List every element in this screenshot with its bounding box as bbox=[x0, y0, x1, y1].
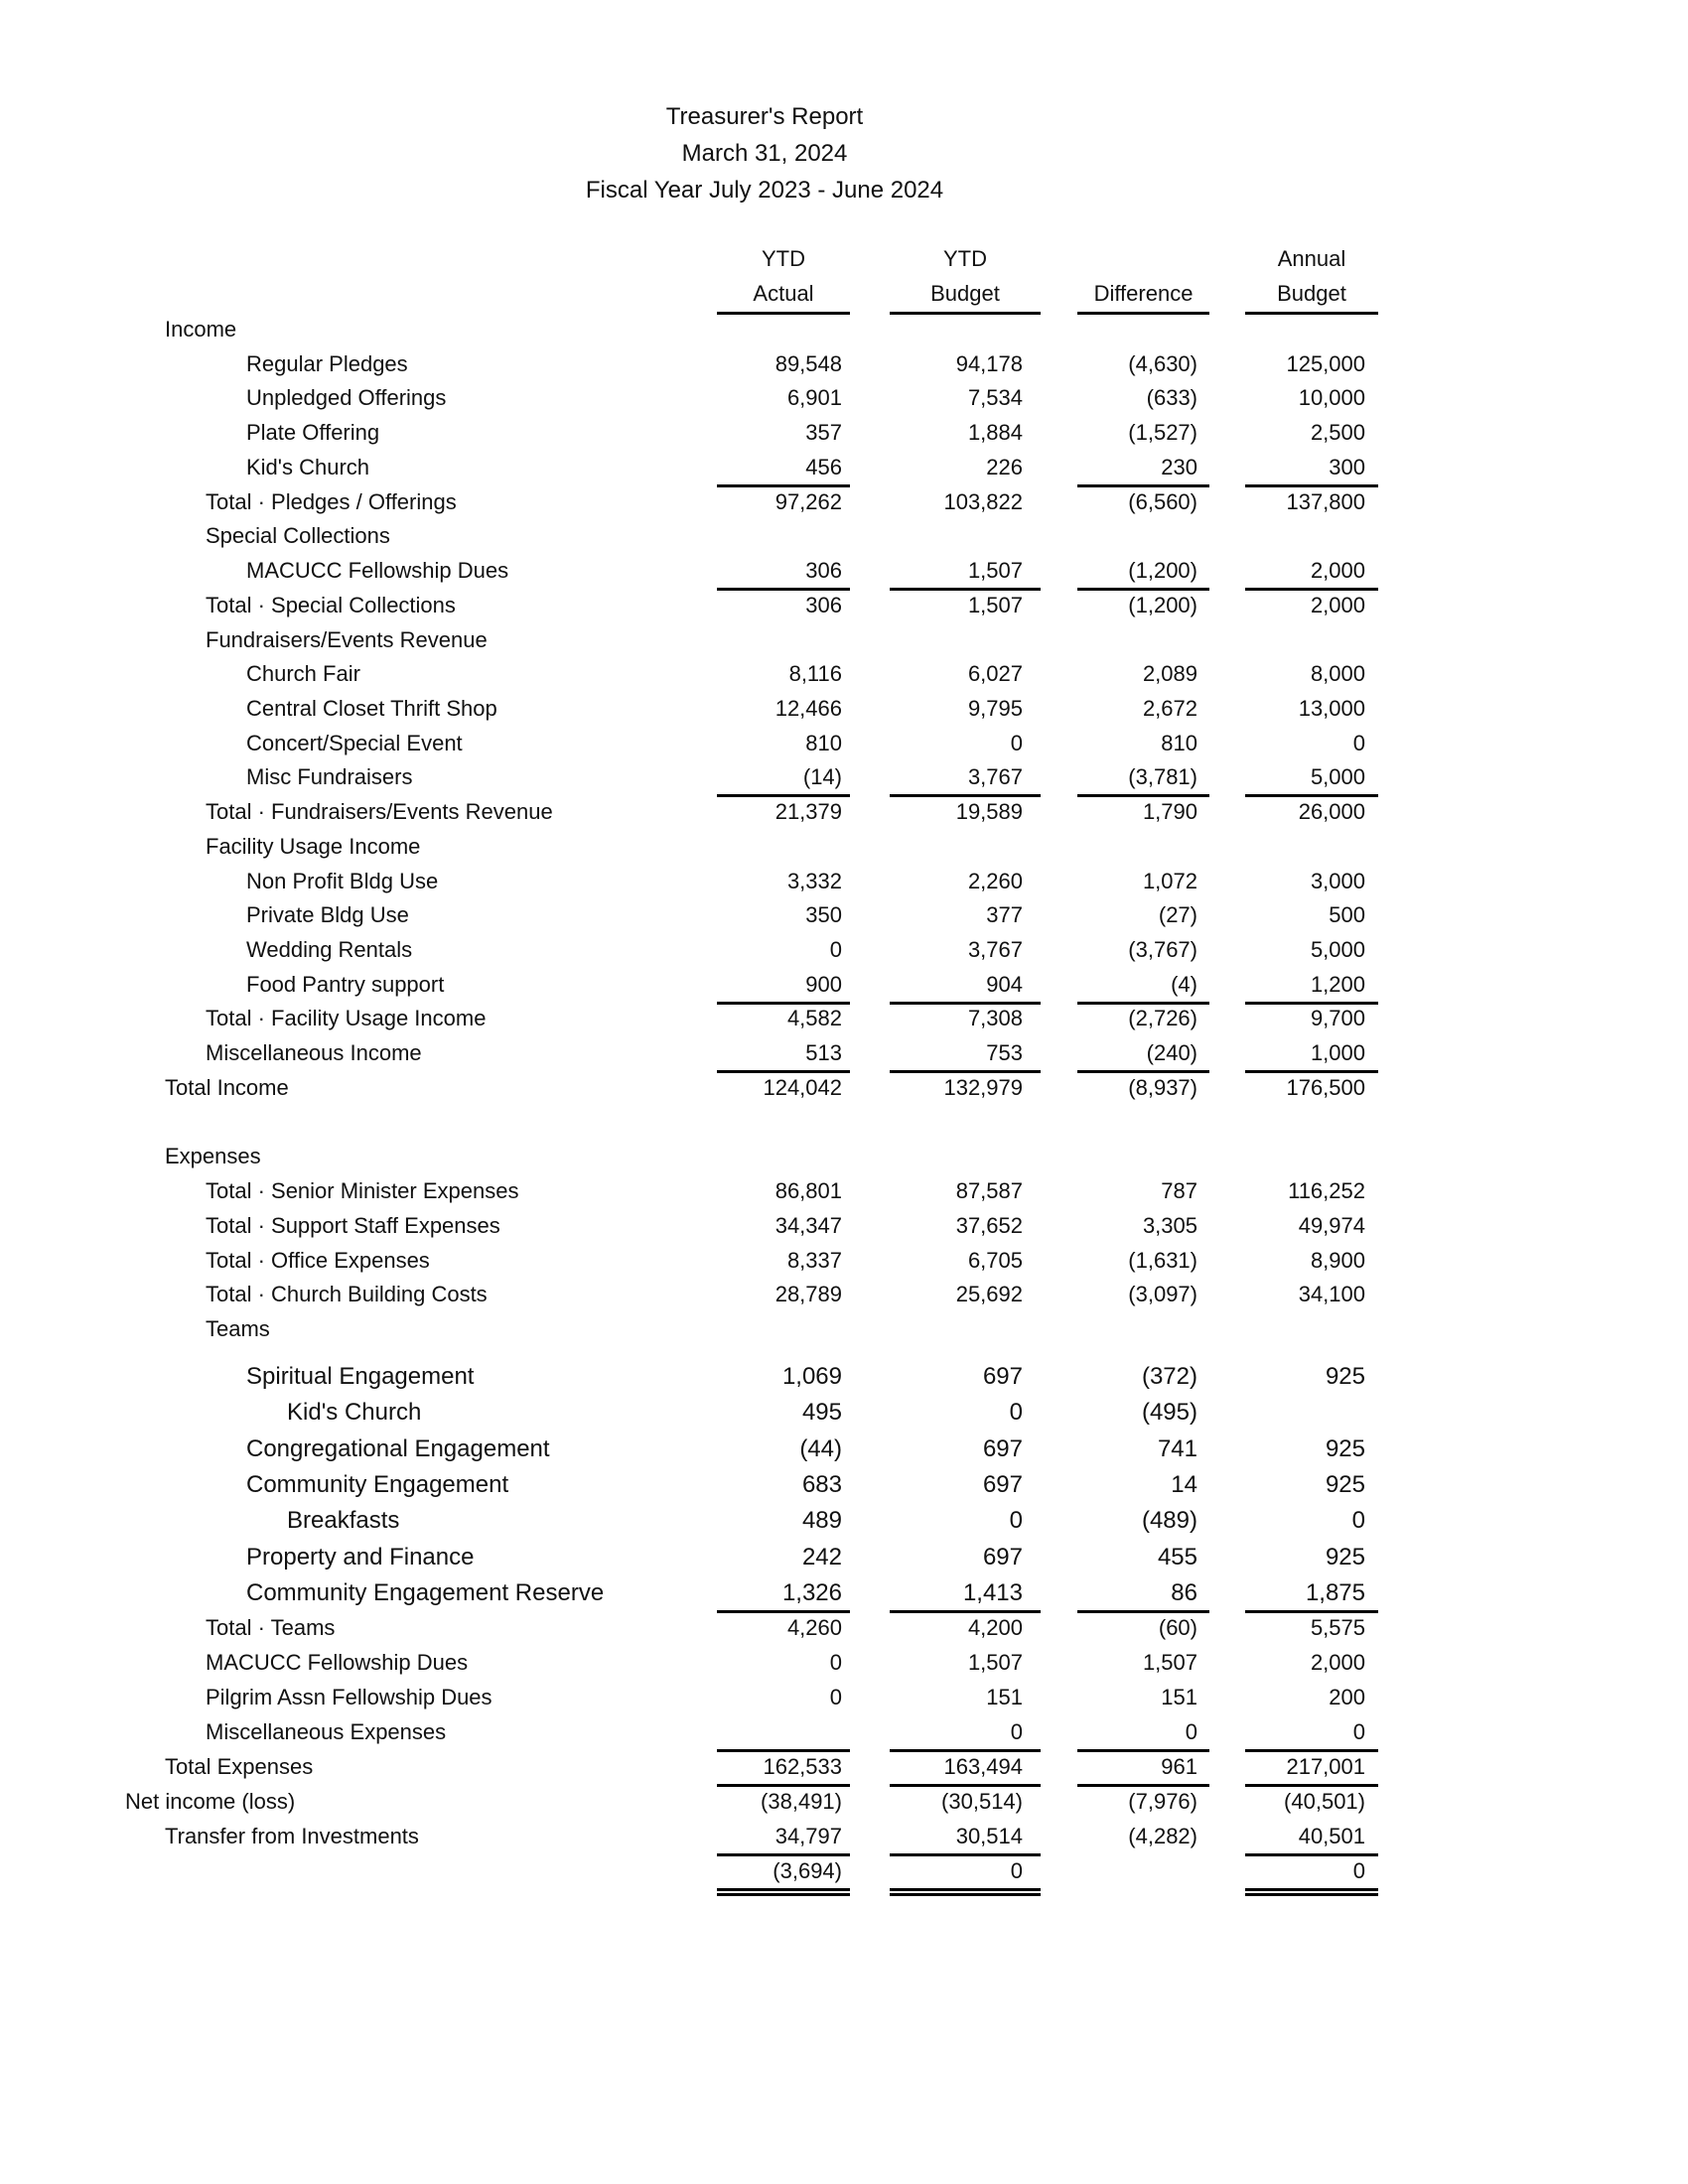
cell-ytd-budget: (30,514) bbox=[941, 1789, 1023, 1814]
cell-difference: 2,089 bbox=[1142, 661, 1197, 686]
row-label: Fundraisers/Events Revenue bbox=[206, 627, 488, 652]
table-row bbox=[0, 832, 1688, 862]
col-ytd-budget-line1: YTD bbox=[943, 246, 987, 271]
cell-ytd-actual: (14) bbox=[802, 764, 842, 789]
cell-ytd-budget: 697 bbox=[982, 1363, 1023, 1390]
table-row bbox=[0, 1314, 1688, 1344]
table-row bbox=[0, 625, 1688, 655]
row-label: Food Pantry support bbox=[246, 972, 445, 997]
table-row bbox=[0, 1543, 1688, 1572]
report-title: Treasurer's Report bbox=[665, 103, 864, 130]
cell-ytd-budget: 1,413 bbox=[962, 1579, 1023, 1606]
cell-ytd-budget: 0 bbox=[1009, 1507, 1023, 1534]
table-row bbox=[0, 1246, 1688, 1276]
cell-ytd-actual: 3,332 bbox=[786, 869, 842, 893]
cell-annual-budget: 8,000 bbox=[1310, 661, 1365, 686]
cell-ytd-actual: 1,069 bbox=[781, 1363, 842, 1390]
table-row bbox=[0, 797, 1688, 827]
cell-ytd-budget: 163,494 bbox=[943, 1754, 1023, 1779]
cell-ytd-actual: 357 bbox=[805, 420, 842, 445]
double-underline bbox=[1245, 1888, 1378, 1896]
cell-ytd-actual: 6,901 bbox=[786, 385, 842, 410]
cell-annual-budget: 5,000 bbox=[1310, 764, 1365, 789]
cell-annual-budget: 925 bbox=[1325, 1435, 1365, 1462]
table-row bbox=[0, 1004, 1688, 1033]
cell-ytd-budget: 9,795 bbox=[967, 696, 1023, 721]
cell-ytd-actual: (44) bbox=[799, 1435, 842, 1462]
row-label: Special Collections bbox=[206, 523, 390, 548]
table-row bbox=[0, 762, 1688, 792]
cell-ytd-actual: 124,042 bbox=[763, 1075, 842, 1100]
col-actual-line2: Actual bbox=[753, 281, 814, 306]
cell-annual-budget: 3,000 bbox=[1310, 869, 1365, 893]
cell-ytd-actual: 456 bbox=[805, 455, 842, 479]
cell-annual-budget: 217,001 bbox=[1286, 1754, 1365, 1779]
cell-ytd-budget: 3,767 bbox=[967, 764, 1023, 789]
table-row bbox=[0, 418, 1688, 448]
row-label: Breakfasts bbox=[287, 1507, 400, 1534]
table-row bbox=[0, 349, 1688, 379]
cell-difference: 2,672 bbox=[1142, 696, 1197, 721]
cell-difference: 787 bbox=[1161, 1178, 1197, 1203]
row-label: Spiritual Engagement bbox=[246, 1363, 475, 1390]
table-row bbox=[0, 487, 1688, 517]
cell-ytd-actual: (38,491) bbox=[761, 1789, 842, 1814]
cell-ytd-actual: 8,337 bbox=[786, 1248, 842, 1273]
col-actual-line1: YTD bbox=[762, 246, 805, 271]
cell-ytd-budget: 0 bbox=[1010, 1858, 1023, 1883]
cell-difference: 1,790 bbox=[1142, 799, 1197, 824]
table-row bbox=[0, 1470, 1688, 1500]
table-row bbox=[0, 1787, 1688, 1817]
cell-annual-budget: 40,501 bbox=[1298, 1824, 1365, 1848]
cell-ytd-budget: 0 bbox=[1010, 731, 1023, 755]
cell-difference: (4,630) bbox=[1128, 351, 1197, 376]
cell-ytd-actual: 513 bbox=[805, 1040, 842, 1065]
cell-ytd-actual: 97,262 bbox=[774, 489, 842, 514]
cell-ytd-actual: 0 bbox=[829, 937, 842, 962]
cell-difference: 151 bbox=[1161, 1685, 1197, 1709]
cell-difference: 14 bbox=[1171, 1471, 1197, 1498]
cell-difference: 1,072 bbox=[1142, 869, 1197, 893]
cell-ytd-actual: 12,466 bbox=[774, 696, 842, 721]
cell-ytd-actual: 350 bbox=[805, 902, 842, 927]
cell-annual-budget: 2,000 bbox=[1310, 1650, 1365, 1675]
cell-difference: (1,631) bbox=[1128, 1248, 1197, 1273]
table-row bbox=[0, 1142, 1688, 1171]
table-row bbox=[0, 521, 1688, 551]
cell-ytd-budget: 753 bbox=[986, 1040, 1023, 1065]
row-label: Congregational Engagement bbox=[246, 1435, 550, 1462]
cell-difference: (2,726) bbox=[1128, 1006, 1197, 1030]
cell-ytd-budget: 25,692 bbox=[955, 1282, 1023, 1306]
col-ytd-budget-line2: Budget bbox=[930, 281, 1000, 306]
cell-ytd-budget: 1,507 bbox=[967, 1650, 1023, 1675]
row-label: MACUCC Fellowship Dues bbox=[206, 1650, 469, 1675]
row-label: Income bbox=[165, 317, 237, 341]
cell-difference: (8,937) bbox=[1128, 1075, 1197, 1100]
cell-ytd-actual: 495 bbox=[801, 1399, 842, 1426]
cell-difference: 455 bbox=[1157, 1544, 1197, 1570]
cell-difference: 230 bbox=[1161, 455, 1197, 479]
row-label: Wedding Rentals bbox=[246, 937, 413, 962]
row-label: Kid's Church bbox=[287, 1399, 422, 1426]
cell-annual-budget: 1,200 bbox=[1310, 972, 1365, 997]
cell-difference: (27) bbox=[1158, 902, 1197, 927]
row-label: Unpledged Offerings bbox=[246, 385, 447, 410]
row-label: Total · Church Building Costs bbox=[206, 1282, 488, 1306]
cell-annual-budget: (40,501) bbox=[1284, 1789, 1365, 1814]
cell-annual-budget: 2,500 bbox=[1310, 420, 1365, 445]
table-row bbox=[0, 1822, 1688, 1851]
cell-ytd-budget: 4,200 bbox=[967, 1615, 1023, 1640]
table-row bbox=[0, 1648, 1688, 1678]
cell-annual-budget: 5,575 bbox=[1310, 1615, 1365, 1640]
cell-ytd-actual: 21,379 bbox=[774, 799, 842, 824]
cell-annual-budget: 0 bbox=[1352, 1858, 1365, 1883]
row-label: Misc Fundraisers bbox=[246, 764, 413, 789]
table-row bbox=[0, 1856, 1688, 1886]
cell-ytd-budget: 103,822 bbox=[943, 489, 1023, 514]
cell-ytd-budget: 1,507 bbox=[967, 558, 1023, 583]
cell-ytd-budget: 94,178 bbox=[955, 351, 1023, 376]
row-label: Private Bldg Use bbox=[246, 902, 409, 927]
cell-annual-budget: 49,974 bbox=[1298, 1213, 1365, 1238]
cell-difference: (1,200) bbox=[1128, 593, 1197, 617]
cell-difference: (240) bbox=[1146, 1040, 1197, 1065]
table-row bbox=[0, 1280, 1688, 1309]
table-row bbox=[0, 1434, 1688, 1464]
cell-ytd-actual: (3,694) bbox=[773, 1858, 842, 1883]
cell-difference: (4,282) bbox=[1128, 1824, 1197, 1848]
row-label: Community Engagement bbox=[246, 1471, 509, 1498]
cell-annual-budget: 10,000 bbox=[1298, 385, 1365, 410]
cell-ytd-actual: 34,347 bbox=[774, 1213, 842, 1238]
row-label: Pilgrim Assn Fellowship Dues bbox=[206, 1685, 492, 1709]
cell-annual-budget: 34,100 bbox=[1298, 1282, 1365, 1306]
table-row bbox=[0, 556, 1688, 586]
cell-ytd-actual: 1,326 bbox=[781, 1579, 842, 1606]
table-row bbox=[0, 867, 1688, 896]
row-label: Net income (loss) bbox=[125, 1789, 296, 1814]
report-date: March 31, 2024 bbox=[681, 140, 848, 167]
table-row bbox=[0, 1717, 1688, 1747]
cell-annual-budget: 300 bbox=[1329, 455, 1365, 479]
cell-ytd-budget: 0 bbox=[1009, 1399, 1023, 1426]
fiscal-year: Fiscal Year July 2023 - June 2024 bbox=[585, 177, 944, 204]
row-label: Total Expenses bbox=[165, 1754, 314, 1779]
cell-annual-budget: 5,000 bbox=[1310, 937, 1365, 962]
table-row bbox=[0, 1752, 1688, 1782]
cell-difference: 0 bbox=[1185, 1719, 1197, 1744]
cell-difference: (489) bbox=[1141, 1507, 1197, 1534]
table-row bbox=[0, 1578, 1688, 1608]
cell-ytd-budget: 37,652 bbox=[955, 1213, 1023, 1238]
cell-ytd-budget: 377 bbox=[986, 902, 1023, 927]
row-label: Facility Usage Income bbox=[206, 834, 421, 859]
row-label: Central Closet Thrift Shop bbox=[246, 696, 497, 721]
cell-ytd-budget: 6,027 bbox=[967, 661, 1023, 686]
cell-ytd-actual: 28,789 bbox=[774, 1282, 842, 1306]
cell-annual-budget: 9,700 bbox=[1310, 1006, 1365, 1030]
row-label: Regular Pledges bbox=[246, 351, 408, 376]
table-row bbox=[0, 591, 1688, 620]
row-label: Plate Offering bbox=[246, 420, 380, 445]
cell-difference: 3,305 bbox=[1142, 1213, 1197, 1238]
cell-ytd-budget: 226 bbox=[986, 455, 1023, 479]
row-label: Total · Office Expenses bbox=[206, 1248, 430, 1273]
row-label: Miscellaneous Expenses bbox=[206, 1719, 447, 1744]
row-label: Total · Fundraisers/Events Revenue bbox=[206, 799, 553, 824]
row-label: Total · Support Staff Expenses bbox=[206, 1213, 500, 1238]
cell-annual-budget: 925 bbox=[1325, 1363, 1365, 1390]
table-row bbox=[0, 1073, 1688, 1103]
row-label: Total · Special Collections bbox=[206, 593, 456, 617]
cell-annual-budget: 500 bbox=[1329, 902, 1365, 927]
cell-annual-budget: 125,000 bbox=[1286, 351, 1365, 376]
cell-difference: (372) bbox=[1141, 1363, 1197, 1390]
cell-ytd-actual: 900 bbox=[805, 972, 842, 997]
row-label: Total · Facility Usage Income bbox=[206, 1006, 487, 1030]
row-label: Kid's Church bbox=[246, 455, 370, 479]
table-row bbox=[0, 694, 1688, 724]
cell-annual-budget: 8,900 bbox=[1310, 1248, 1365, 1273]
cell-difference: 86 bbox=[1171, 1579, 1197, 1606]
cell-annual-budget: 1,875 bbox=[1305, 1579, 1365, 1606]
row-label: Community Engagement Reserve bbox=[246, 1579, 605, 1606]
row-label: Concert/Special Event bbox=[246, 731, 463, 755]
table-row bbox=[0, 1506, 1688, 1536]
row-label: Total · Senior Minister Expenses bbox=[206, 1178, 519, 1203]
table-row bbox=[0, 935, 1688, 965]
table-row bbox=[0, 1398, 1688, 1428]
row-label: Non Profit Bldg Use bbox=[246, 869, 439, 893]
row-label: Church Fair bbox=[246, 661, 360, 686]
cell-difference: (1,527) bbox=[1128, 420, 1197, 445]
cell-annual-budget: 13,000 bbox=[1298, 696, 1365, 721]
cell-annual-budget: 925 bbox=[1325, 1544, 1365, 1570]
cell-ytd-budget: 151 bbox=[986, 1685, 1023, 1709]
cell-ytd-budget: 7,308 bbox=[967, 1006, 1023, 1030]
table-row bbox=[0, 1613, 1688, 1643]
row-label: Teams bbox=[206, 1316, 270, 1341]
cell-ytd-budget: 3,767 bbox=[967, 937, 1023, 962]
table-row bbox=[0, 970, 1688, 1000]
table-row bbox=[0, 383, 1688, 413]
cell-difference: (4) bbox=[1171, 972, 1197, 997]
cell-ytd-actual: 0 bbox=[829, 1685, 842, 1709]
cell-difference: 1,507 bbox=[1142, 1650, 1197, 1675]
row-label: Total · Teams bbox=[206, 1615, 336, 1640]
table-row bbox=[0, 1362, 1688, 1392]
col-difference-line2: Difference bbox=[1093, 281, 1194, 306]
cell-difference: (6,560) bbox=[1128, 489, 1197, 514]
table-row bbox=[0, 1038, 1688, 1068]
cell-ytd-budget: 904 bbox=[986, 972, 1023, 997]
cell-ytd-budget: 6,705 bbox=[967, 1248, 1023, 1273]
row-label: Expenses bbox=[165, 1144, 261, 1168]
cell-ytd-actual: 89,548 bbox=[774, 351, 842, 376]
table-row bbox=[0, 1211, 1688, 1241]
cell-annual-budget: 2,000 bbox=[1310, 558, 1365, 583]
row-label: Total Income bbox=[165, 1075, 289, 1100]
double-underline bbox=[890, 1888, 1041, 1896]
cell-ytd-actual: 306 bbox=[805, 558, 842, 583]
col-annual-budget-line1: Annual bbox=[1277, 246, 1346, 271]
cell-difference: 741 bbox=[1157, 1435, 1197, 1462]
table-row bbox=[0, 900, 1688, 930]
cell-ytd-actual: 489 bbox=[801, 1507, 842, 1534]
cell-annual-budget: 176,500 bbox=[1286, 1075, 1365, 1100]
cell-ytd-actual: 4,582 bbox=[786, 1006, 842, 1030]
cell-difference: (1,200) bbox=[1128, 558, 1197, 583]
cell-annual-budget: 0 bbox=[1351, 1507, 1365, 1534]
cell-annual-budget: 1,000 bbox=[1310, 1040, 1365, 1065]
col-annual-budget-line2: Budget bbox=[1277, 281, 1346, 306]
table-row bbox=[0, 453, 1688, 482]
cell-ytd-budget: 0 bbox=[1010, 1719, 1023, 1744]
cell-difference: (3,767) bbox=[1128, 937, 1197, 962]
cell-ytd-actual: 34,797 bbox=[774, 1824, 842, 1848]
cell-annual-budget: 0 bbox=[1352, 1719, 1365, 1744]
cell-annual-budget: 0 bbox=[1352, 731, 1365, 755]
cell-difference: 961 bbox=[1161, 1754, 1197, 1779]
table-row bbox=[0, 729, 1688, 758]
cell-annual-budget: 2,000 bbox=[1310, 593, 1365, 617]
cell-ytd-budget: 1,507 bbox=[967, 593, 1023, 617]
cell-difference: (633) bbox=[1146, 385, 1197, 410]
cell-annual-budget: 137,800 bbox=[1286, 489, 1365, 514]
cell-ytd-actual: 306 bbox=[805, 593, 842, 617]
cell-annual-budget: 200 bbox=[1329, 1685, 1365, 1709]
cell-ytd-actual: 162,533 bbox=[763, 1754, 842, 1779]
row-label: Transfer from Investments bbox=[165, 1824, 419, 1848]
cell-ytd-budget: 30,514 bbox=[955, 1824, 1023, 1848]
cell-ytd-actual: 8,116 bbox=[788, 661, 842, 686]
cell-ytd-budget: 19,589 bbox=[955, 799, 1023, 824]
cell-ytd-budget: 87,587 bbox=[955, 1178, 1023, 1203]
cell-ytd-budget: 2,260 bbox=[967, 869, 1023, 893]
cell-difference: 810 bbox=[1161, 731, 1197, 755]
cell-difference: (3,781) bbox=[1128, 764, 1197, 789]
table-row bbox=[0, 1683, 1688, 1712]
cell-ytd-actual: 810 bbox=[805, 731, 842, 755]
cell-ytd-budget: 1,884 bbox=[967, 420, 1023, 445]
table-row bbox=[0, 1176, 1688, 1206]
row-label: MACUCC Fellowship Dues bbox=[246, 558, 509, 583]
table-row bbox=[0, 315, 1688, 344]
cell-difference: (3,097) bbox=[1128, 1282, 1197, 1306]
cell-ytd-actual: 86,801 bbox=[774, 1178, 842, 1203]
cell-difference: (60) bbox=[1158, 1615, 1197, 1640]
cell-ytd-budget: 697 bbox=[982, 1544, 1023, 1570]
cell-annual-budget: 116,252 bbox=[1288, 1178, 1365, 1203]
row-label: Miscellaneous Income bbox=[206, 1040, 422, 1065]
row-label: Property and Finance bbox=[246, 1544, 475, 1570]
cell-ytd-budget: 132,979 bbox=[943, 1075, 1023, 1100]
cell-ytd-budget: 697 bbox=[982, 1435, 1023, 1462]
table-row bbox=[0, 659, 1688, 689]
cell-annual-budget: 26,000 bbox=[1298, 799, 1365, 824]
cell-ytd-actual: 0 bbox=[829, 1650, 842, 1675]
double-underline bbox=[717, 1888, 850, 1896]
cell-ytd-actual: 242 bbox=[801, 1544, 842, 1570]
cell-ytd-actual: 683 bbox=[801, 1471, 842, 1498]
cell-difference: (7,976) bbox=[1128, 1789, 1197, 1814]
cell-ytd-actual: 4,260 bbox=[786, 1615, 842, 1640]
cell-ytd-budget: 7,534 bbox=[967, 385, 1023, 410]
cell-annual-budget: 925 bbox=[1325, 1471, 1365, 1498]
cell-difference: (495) bbox=[1141, 1399, 1197, 1426]
row-label: Total · Pledges / Offerings bbox=[206, 489, 457, 514]
cell-ytd-budget: 697 bbox=[982, 1471, 1023, 1498]
